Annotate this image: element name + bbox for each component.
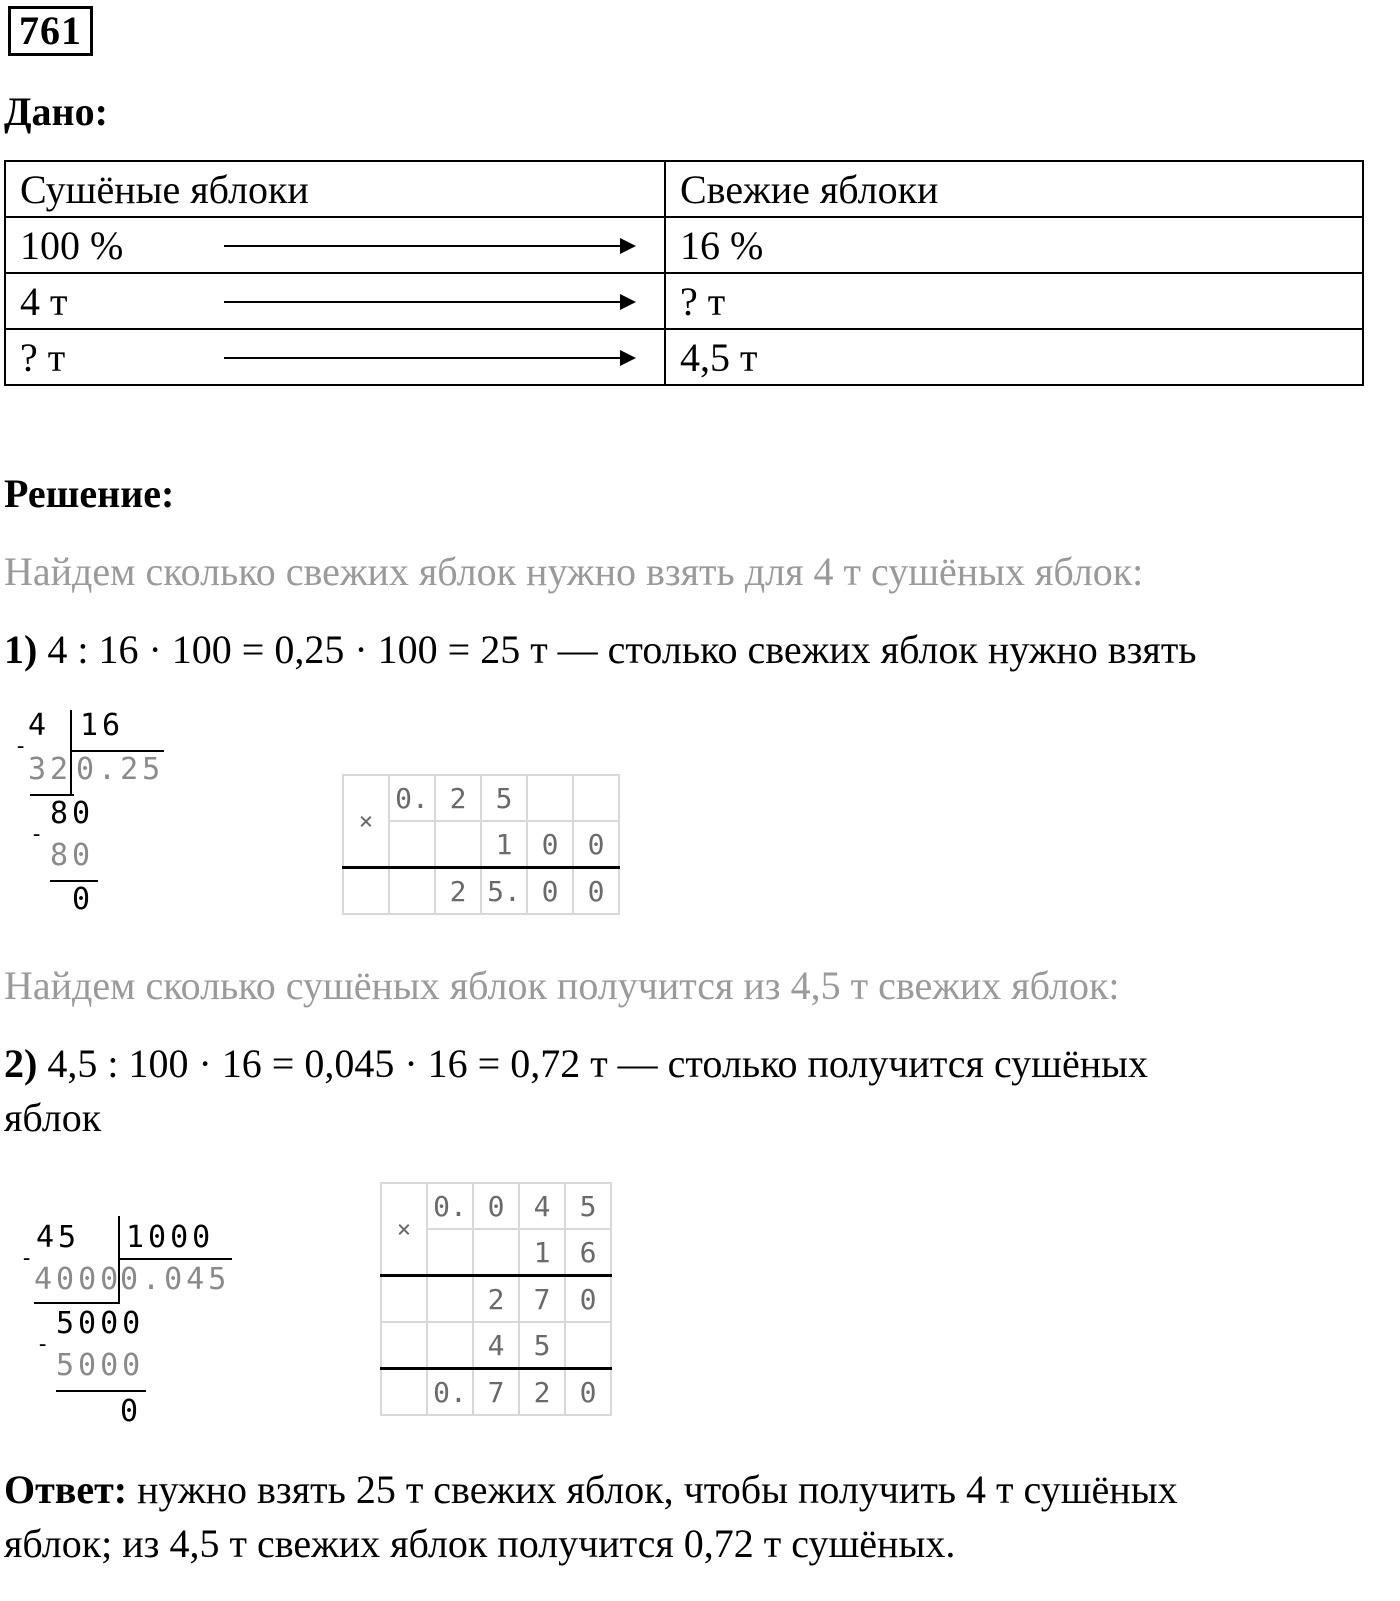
remainder: 0 xyxy=(72,882,95,917)
grid-cell xyxy=(565,1322,611,1369)
grid-cell: 0 xyxy=(565,1369,611,1416)
grid-cell xyxy=(389,821,435,868)
grid-cell: 0 xyxy=(565,1276,611,1323)
multiply-icon: × xyxy=(343,775,389,868)
grid-cell: 4 xyxy=(519,1183,565,1229)
grid-cell: 0 xyxy=(573,821,619,868)
given-table xyxy=(4,160,1364,386)
grid-cell: 0 xyxy=(573,868,619,915)
given-heading: Дано: xyxy=(4,89,108,134)
given-cell: ? т xyxy=(20,334,66,380)
step1-equation xyxy=(4,626,1197,673)
grid-cell xyxy=(427,1229,473,1276)
grid-cell: 2 xyxy=(473,1276,519,1323)
step2-text-line2: яблок xyxy=(4,1095,102,1140)
given-cell: 100 % xyxy=(20,222,124,268)
grid-cell: 4 xyxy=(473,1322,519,1369)
subtrahend: 4000 xyxy=(34,1262,123,1297)
grid-cell: 5 xyxy=(481,775,527,821)
grid-cell: 0 xyxy=(527,868,573,915)
grid-cell xyxy=(527,775,573,821)
solution-heading: Решение: xyxy=(4,471,175,516)
dividend: 45 xyxy=(36,1220,81,1255)
grid-cell: 0. xyxy=(427,1183,473,1229)
step2-number: 2) xyxy=(4,1041,38,1086)
step1-text: 4 : 16 · 100 = 0,25 · 100 = 25 т — столько свежих яблок нужно взять xyxy=(37,627,1197,672)
grid-cell: 5 xyxy=(519,1322,565,1369)
grid-cell: 5. xyxy=(481,868,527,915)
step2-text: 4,5 : 100 · 16 = 0,045 · 16 = 0,72 т — столько получится сушёных xyxy=(37,1041,1149,1086)
answer-line1 xyxy=(4,1466,1178,1513)
grid-cell xyxy=(573,775,619,821)
grid-cell xyxy=(381,1322,427,1369)
divisor: 1000 xyxy=(126,1220,215,1255)
answer-label: Ответ: xyxy=(4,1467,128,1512)
dividend: 4 xyxy=(28,708,51,743)
long-division-2 xyxy=(20,1214,240,1434)
grid-cell xyxy=(381,1276,427,1323)
grid-cell: 7 xyxy=(519,1276,565,1323)
subtrahend: 80 xyxy=(50,838,95,873)
given-cell: ? т xyxy=(665,273,1363,329)
remainder: 80 xyxy=(50,796,95,831)
quotient: 0.045 xyxy=(120,1262,231,1297)
grid-cell: 0 xyxy=(527,821,573,868)
grid-cell xyxy=(427,1322,473,1369)
given-cell: 4,5 т xyxy=(665,329,1363,385)
grid-cell: 0 xyxy=(473,1183,519,1229)
grid-cell: 7 xyxy=(473,1369,519,1416)
right-arrow-icon xyxy=(224,357,634,359)
grid-cell xyxy=(381,1369,427,1416)
remainder: 0 xyxy=(120,1394,143,1429)
grid-cell: 5 xyxy=(565,1183,611,1229)
grid-cell xyxy=(435,821,481,868)
header-fresh: Свежие яблоки xyxy=(665,161,1363,217)
grid-cell: 1 xyxy=(519,1229,565,1276)
minus-sign: - xyxy=(20,1246,38,1271)
minus-sign: - xyxy=(36,1332,54,1357)
grid-cell: 2 xyxy=(435,775,481,821)
grid-cell xyxy=(343,868,389,915)
remainder: 5000 xyxy=(56,1306,145,1341)
step1-intro: Найдем сколько свежих яблок нужно взять для 4 т сушёных яблок: xyxy=(4,549,1144,594)
divisor: 16 xyxy=(80,708,125,743)
long-division-1 xyxy=(14,708,184,928)
header-dried: Сушёные яблоки xyxy=(5,161,665,217)
multiply-icon: × xyxy=(381,1183,427,1276)
grid-cell xyxy=(427,1276,473,1323)
right-arrow-icon xyxy=(224,301,634,303)
multiplication-grid-2 xyxy=(380,1182,612,1416)
given-row xyxy=(5,329,1363,385)
step1-number: 1) xyxy=(4,627,38,672)
given-row xyxy=(5,217,1363,273)
grid-cell: 0. xyxy=(427,1369,473,1416)
right-arrow-icon xyxy=(224,245,634,247)
subtrahend: 32 xyxy=(28,752,73,787)
step2-equation xyxy=(4,1040,1148,1087)
grid-cell: 0. xyxy=(389,775,435,821)
given-cell: 16 % xyxy=(665,217,1363,273)
answer-text: нужно взять 25 т свежих яблок, чтобы получить 4 т сушёных xyxy=(127,1467,1178,1512)
grid-cell: 2 xyxy=(435,868,481,915)
subtrahend: 5000 xyxy=(56,1348,145,1383)
grid-cell: 2 xyxy=(519,1369,565,1416)
grid-cell xyxy=(389,868,435,915)
quotient: 0.25 xyxy=(76,752,165,787)
given-header-row xyxy=(5,161,1363,217)
multiplication-grid-1 xyxy=(342,774,620,915)
problem-number: 761 xyxy=(8,6,93,56)
given-cell: 4 т xyxy=(20,278,68,324)
grid-cell xyxy=(473,1229,519,1276)
grid-cell: 6 xyxy=(565,1229,611,1276)
minus-sign: - xyxy=(30,822,48,847)
answer-line2: яблок; из 4,5 т свежих яблок получится 0,72 т сушёных. xyxy=(4,1521,956,1566)
step2-intro: Найдем сколько сушёных яблок получится из 4,5 т свежих яблок: xyxy=(4,963,1120,1008)
grid-cell: 1 xyxy=(481,821,527,868)
minus-sign: - xyxy=(14,734,32,759)
given-row xyxy=(5,273,1363,329)
